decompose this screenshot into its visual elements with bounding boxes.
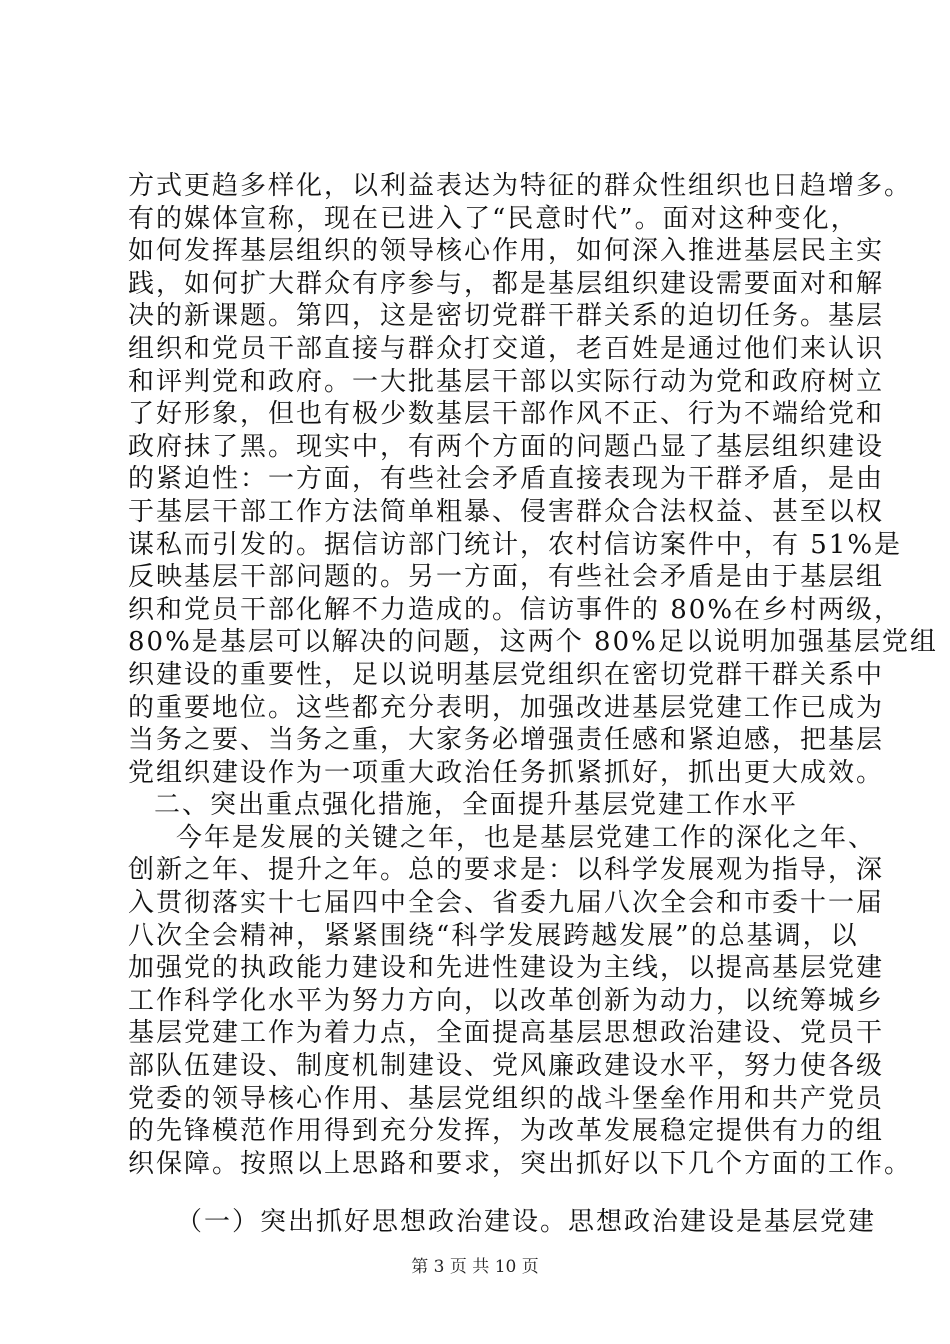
page-number-footer: 第 3 页 共 10 页 [411, 1257, 539, 1277]
text-line: 党委的领导核心作用、基层党组织的战斗堡垒作用和共产党员 [128, 1083, 885, 1114]
text-line: 80%是基层可以解决的问题，这两个 80%足以说明加强基层党组 [128, 627, 938, 658]
text-line: 的紧迫性：一方面，有些社会矛盾直接表现为干群矛盾，是由 [128, 464, 885, 495]
text-line: 织保障。按照以上思路和要求，突出抓好以下几个方面的工作。 [128, 1148, 913, 1179]
text-line: 了好形象，但也有极少数基层干部作风不正、行为不端给党和 [128, 399, 885, 430]
text-line: 加强党的执政能力建设和先进性建设为主线，以提高基层党建 [128, 953, 885, 984]
section-heading: 二、突出重点强化措施，全面提升基层党建工作水平 [154, 790, 799, 821]
text-line: 于基层干部工作方法简单粗暴、侵害群众合法权益、甚至以权 [128, 496, 885, 527]
text-line: 决的新课题。第四，这是密切党群干群关系的迫切任务。基层 [128, 301, 885, 332]
text-line: 的先锋模范作用得到充分发挥，为改革发展稳定提供有力的组 [128, 1116, 885, 1147]
paragraph-gap [128, 1180, 848, 1206]
text-line: 今年是发展的关键之年，也是基层党建工作的深化之年、 [176, 822, 877, 853]
text-line: 织建设的重要性，足以说明基层党组织在密切党群干群关系中 [128, 659, 885, 690]
text-line: 践，如何扩大群众有序参与，都是基层组织建设需要面对和解 [128, 268, 885, 299]
text-line: 创新之年、提升之年。总的要求是：以科学发展观为指导，深 [128, 855, 885, 886]
text-line: 如何发挥基层组织的领导核心作用，如何深入推进基层民主实 [128, 236, 885, 267]
text-line: 党组织建设作为一项重大政治任务抓紧抓好，抓出更大成效。 [128, 757, 885, 788]
text-line: 的重要地位。这些都充分表明，加强改进基层党建工作已成为 [128, 692, 885, 723]
text-line: 工作科学化水平为努力方向，以改革创新为动力，以统筹城乡 [128, 985, 885, 1016]
text-line: 谋私而引发的。据信访部门统计，农村信访案件中，有 51%是 [128, 529, 903, 560]
text-line: 基层党建工作为着力点，全面提高基层思想政治建设、党员干 [128, 1018, 885, 1049]
text-line: 组织和党员干部直接与群众打交道，老百姓是通过他们来认识 [128, 333, 885, 364]
text-line: 和评判党和政府。一大批基层干部以实际行动为党和政府树立 [128, 366, 885, 397]
subsection-heading: （一）突出抓好思想政治建设。思想政治建设是基层党建 [176, 1207, 877, 1238]
text-line: 有的媒体宣称，现在已进入了“民意时代”。面对这种变化， [128, 203, 859, 234]
text-line: 当务之要、当务之重，大家务必增强责任感和紧迫感，把基层 [128, 725, 885, 756]
text-line: 反映基层干部问题的。另一方面，有些社会矛盾是由于基层组 [128, 562, 885, 593]
text-line: 八次全会精神，紧紧围绕“科学发展跨越发展”的总基调，以 [128, 920, 859, 951]
text-line: 方式更趋多样化，以利益表达为特征的群众性组织也日趋增多。 [128, 171, 913, 201]
text-line: 织和党员干部化解不力造成的。信访事件的 80%在乡村两级， [128, 594, 903, 625]
text-line: 政府抹了黑。现实中，有两个方面的问题凸显了基层组织建设 [128, 431, 885, 462]
text-line: 部队伍建设、制度机制建设、党风廉政建设水平，努力使各级 [128, 1051, 885, 1082]
text-line: 入贯彻落实十七届四中全会、省委九届八次全会和市委十一届 [128, 888, 885, 919]
document-body [128, 170, 938, 1239]
